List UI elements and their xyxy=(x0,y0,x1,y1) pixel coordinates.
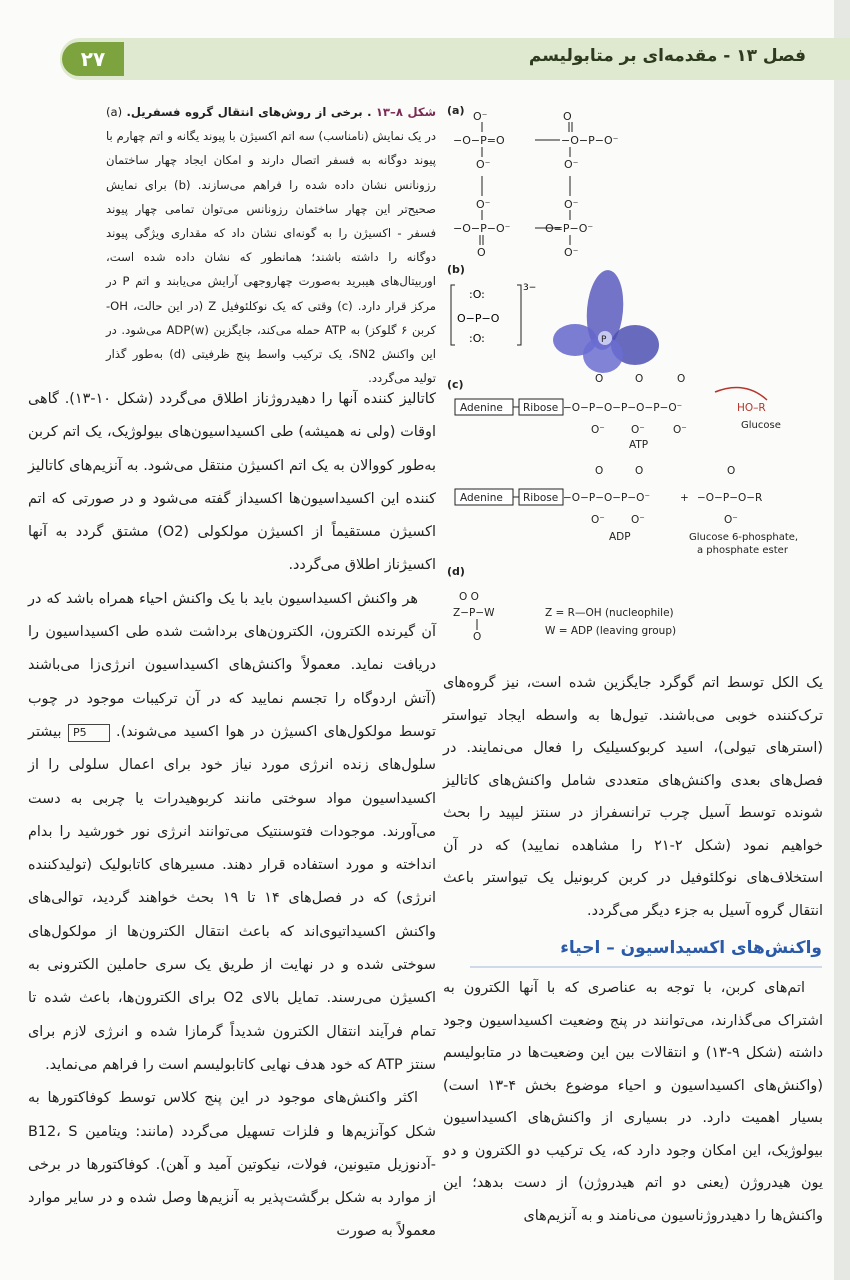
panel-c-label: (c) xyxy=(447,378,464,391)
svg-text::O:: :O: xyxy=(469,288,485,301)
adp-label: ADP xyxy=(609,531,631,543)
svg-text:O⁻: O⁻ xyxy=(724,514,738,526)
adenine-label: Adenine xyxy=(460,492,503,504)
panel-b-structure xyxy=(451,283,536,345)
caption-text: (a) در یک نمایش (نامناسب) سه اتم اکسیژن با پیوند یگانه و اتم چهارم با پیوند دوگانه به فسفر اتصال دارند و امکان ایجاد چهار ساختمان رزونانس نشان داده شده را فراهم می‌سازند. (b) برای نمایش صحیح‌تر این چهار ساختمان رزونانس می‌توان تمامی چهار پیوند فسفر - اکسیژن را به گونه‌ای نشان داد که مقداری ویژگی پیوند دوگانه را داشته باشند؛ همانطور که نشان داده شده است، اوربیتال‌های هیبرید به‌صورت چهاروجهی آرایش می‌یابند و اتم P در مرکز قرار دارد. (c) وقتی که یک نوکلئوفیل Z (در این حالت، ‎-OH‏ کربن ۶ گلوکز) به ATP حمله می‌کند، جایگزین ADP(w) می‌شود. در این واکنش SN2، یک ترکیب واسط پنج ظرفیتی (d) به‌طور گذار تولید می‌گردد. xyxy=(106,105,437,386)
g6p-label-1: Glucose 6-phosphate, xyxy=(689,532,799,543)
svg-text:O: O xyxy=(677,373,686,385)
ho-r-label: HO–R xyxy=(737,402,766,414)
glucose-label: Glucose xyxy=(741,420,781,431)
paragraph: کاتالیز کننده آنها را دهیدروژناز اطلاق می‌گردد (شکل ۱۰-۱۳). گاهی اوقات (ولی نه همیشه) طی اکسیداسیون‌های بیولوژیک، یک اتم کربن به‌طور کووالان به یک اتم اکسیژن منتقل می‌شود. به آنزیم‌های کاتالیز کننده این اکسیداسیون‌ها اکسیداز گفته می‌شود و در صورتی که اتم اکسیژن مستقیماً از اکسیژن مولکولی (O2) مشتق گردد به آنها اکسیژناز اطلاق می‌گردد. xyxy=(28,391,437,574)
panel-d-label: (d) xyxy=(447,565,465,578)
adenine-label: Adenine xyxy=(460,402,503,414)
svg-text:O⁻: O⁻ xyxy=(673,424,687,436)
svg-text:−O−P−O⁻: −O−P−O⁻ xyxy=(561,134,619,147)
svg-text:O: O xyxy=(635,465,644,477)
caption-label: شکل ۸–۱۳ xyxy=(375,105,436,119)
charge-label: 3− xyxy=(523,283,537,293)
svg-text:O=P−O⁻: O=P−O⁻ xyxy=(545,222,594,235)
resonance-structure xyxy=(545,198,593,259)
tetrahedral-orbitals xyxy=(553,269,659,373)
svg-text:−O−P−O−P−O−P−O⁻: −O−P−O−P−O−P−O⁻ xyxy=(563,402,683,414)
svg-text:O⁻: O⁻ xyxy=(631,424,645,436)
paragraph: اکثر واکنش‌های موجود در این پنج کلاس توسط کوفاکتورها به شکل کوآنزیم‌ها و فلزات تسهیل می‌گردد (مانند: ویتامین B12، S -آدنوزیل متیونین، فولات، نیکوتین آمید و آهن). کوفاکتورها در برخی از موارد به شکل برگشت‌پذیر به آنزیم‌ها وصل شده و در سایر موارد معمولاً به صورت xyxy=(28,1090,436,1240)
svg-text:P: P xyxy=(601,335,607,345)
svg-text:O−P−O: O−P−O xyxy=(457,312,500,325)
svg-text:O: O xyxy=(473,631,482,643)
plus-sign: + xyxy=(680,492,689,504)
paragraph-part: هر واکنش اکسیداسیون باید با یک واکنش احیاء همراه باشد که در آن گیرنده الکترون، الکترون‌های برداشت شده طی اکسیداسیون را دریافت نماید. معمولاً واکنش‌های اکسیداسیون انرژی‌زا می‌باشند (آتش اردوگاه را تجسم نمایید که در آن ترکیبات موجود در چوب توسط مولکول‌های اکسیژن در هوا اکسید می‌شوند). xyxy=(28,590,437,740)
ribose-label: Ribose xyxy=(523,492,559,504)
svg-text:O: O xyxy=(595,465,604,477)
figure-drawing xyxy=(445,100,835,660)
body-column-right xyxy=(443,667,823,927)
page-number: ۲۷ xyxy=(62,42,124,76)
svg-text::O:: :O: xyxy=(469,332,485,345)
paragraph-part: بیشتر سلول‌های زنده انرژی مورد نیاز خود برای اعمال سلولی را از اکسیداسیون مواد سوختی مانند کربوهیدرات یا چربی به دست می‌آورند. موجودات فتوسنتیک می‌توانند انرژی نور خورشید را بدام انداخته و مورد استفاده قرار دهند. مسیرهای کاتابولیک (تولیدکننده انرژی) که در فصل‌های ۱۴ تا ۱۹ بحث خواهند گردید، توالی‌های واکنش اکسیداتیوی‌اند که باعث انتقال الکترون‌ها از مولکول‌های سوختی شده و در نهایت از طریق یک سری حاملین الکترونی به اکسیژن می‌رسند. تمایل بالای O2 برای الکترون‌ها، باعث شده تا تمام فرآیند انتقال الکترون شدیداً گرمازا شده و انرژی لازم برای سنتز ATP که خود هدف نهایی کاتابولیسم است را فراهم می‌نماید. xyxy=(28,723,436,1073)
svg-text:O⁻: O⁻ xyxy=(564,158,579,171)
svg-text:O⁻: O⁻ xyxy=(564,198,579,211)
resonance-structure xyxy=(561,110,619,171)
svg-text:O⁻: O⁻ xyxy=(476,158,491,171)
svg-text:O: O xyxy=(727,465,736,477)
body-column-left xyxy=(28,383,436,1249)
paragraph: یک الکل توسط اتم گوگرد جایگزین شده است، نیز گروه‌های ترک‌کننده خوبی می‌باشند. تیول‌ها به واسطه ایجاد تیواستر (استرهای تیولی)، اسید کربوکسیلیک را فعال می‌نمایند. در فصل‌های بعدی واکنش‌های متعددی شامل واکنش‌های کاتالیز شونده توسط آسیل چرب ترانسفراز در سنتز لیپید را بحث خواهیم نمود (شکل ۲-۲۱ را مشاهده نمایید) که در آن استخلاف‌های نوکلئوفیل در کربن کربونیل یک تیواستر باعث انتقال گروه آسیل به جزء دیگر می‌گردد. xyxy=(443,675,823,919)
heading-underline xyxy=(470,966,822,968)
section-heading: واکنش‌های اکسیداسیون – احیاء xyxy=(560,938,822,958)
svg-text:−O−P−O⁻: −O−P−O⁻ xyxy=(453,222,511,235)
svg-text:O⁻: O⁻ xyxy=(473,110,488,123)
svg-text:O⁻: O⁻ xyxy=(476,198,491,211)
atp-label: ATP xyxy=(629,439,649,451)
svg-text:O⁻: O⁻ xyxy=(591,514,605,526)
svg-text:O⁻: O⁻ xyxy=(564,246,579,259)
svg-text:Z−P−W: Z−P−W xyxy=(453,607,495,619)
panel-d-intermediate xyxy=(453,591,676,643)
svg-text:O: O xyxy=(635,373,644,385)
panel-a-resonance xyxy=(453,110,619,259)
p5-marker: P5 xyxy=(68,724,110,742)
svg-text:−O−P−O−P−O⁻: −O−P−O−P−O⁻ xyxy=(563,492,650,504)
page-edge xyxy=(834,0,850,1280)
caption-title: . برخی از روش‌های انتقال گروه فسفریل. xyxy=(126,105,372,119)
nucleophile-label: Z = R—OH (nucleophile) xyxy=(545,607,674,619)
svg-text:O: O xyxy=(595,373,604,385)
body-column-right-lower xyxy=(443,972,823,1232)
svg-text:O: O xyxy=(563,110,572,123)
svg-text:O: O xyxy=(477,246,486,259)
paragraph: اتم‌های کربن، با توجه به عناصری که با آنها الکترون به اشتراک می‌گذارند، می‌توانند در پنج وضعیت اکسیداسیون وجود داشته (شکل ۹-۱۳) و انتقالات بین این وضعیت‌ها در متابولیسم (واکنش‌های اکسیداسیون و احیاء موضوع بخش ۴-۱۳ است) بسیار اهمیت دارد. در بسیاری از واکنش‌های اکسیداسیون بیولوژیک، این امکان وجود دارد که، یک ترکیب دو الکترون و دو یون هیدروژن (یعنی دو اتم هیدروژن) از دست بدهد؛ این واکنش‌ها را دهیدروژناسیون می‌نامند و به آنزیم‌های xyxy=(443,980,823,1224)
chapter-title: فصل ۱۳ - مقدمه‌ای بر متابولیسم xyxy=(528,46,806,66)
svg-text:O⁻: O⁻ xyxy=(631,514,645,526)
panel-a-label: (a) xyxy=(447,104,465,117)
svg-text:O O: O O xyxy=(459,591,479,603)
ribose-label: Ribose xyxy=(523,402,559,414)
figure-caption xyxy=(106,100,436,390)
svg-text:−O−P=O: −O−P=O xyxy=(453,134,505,147)
phosphoryl-figure xyxy=(445,100,835,660)
svg-text:O⁻: O⁻ xyxy=(591,424,605,436)
resonance-structure xyxy=(453,110,505,171)
panel-c-reaction xyxy=(455,373,798,556)
resonance-structure xyxy=(453,198,511,259)
svg-text:−O−P−O−R: −O−P−O−R xyxy=(697,492,763,504)
panel-b-label: (b) xyxy=(447,263,465,276)
leaving-group-label: W = ADP (leaving group) xyxy=(545,625,677,637)
g6p-label-2: a phosphate ester xyxy=(697,545,788,556)
paragraph xyxy=(28,583,436,1082)
attack-arrow xyxy=(715,388,767,401)
